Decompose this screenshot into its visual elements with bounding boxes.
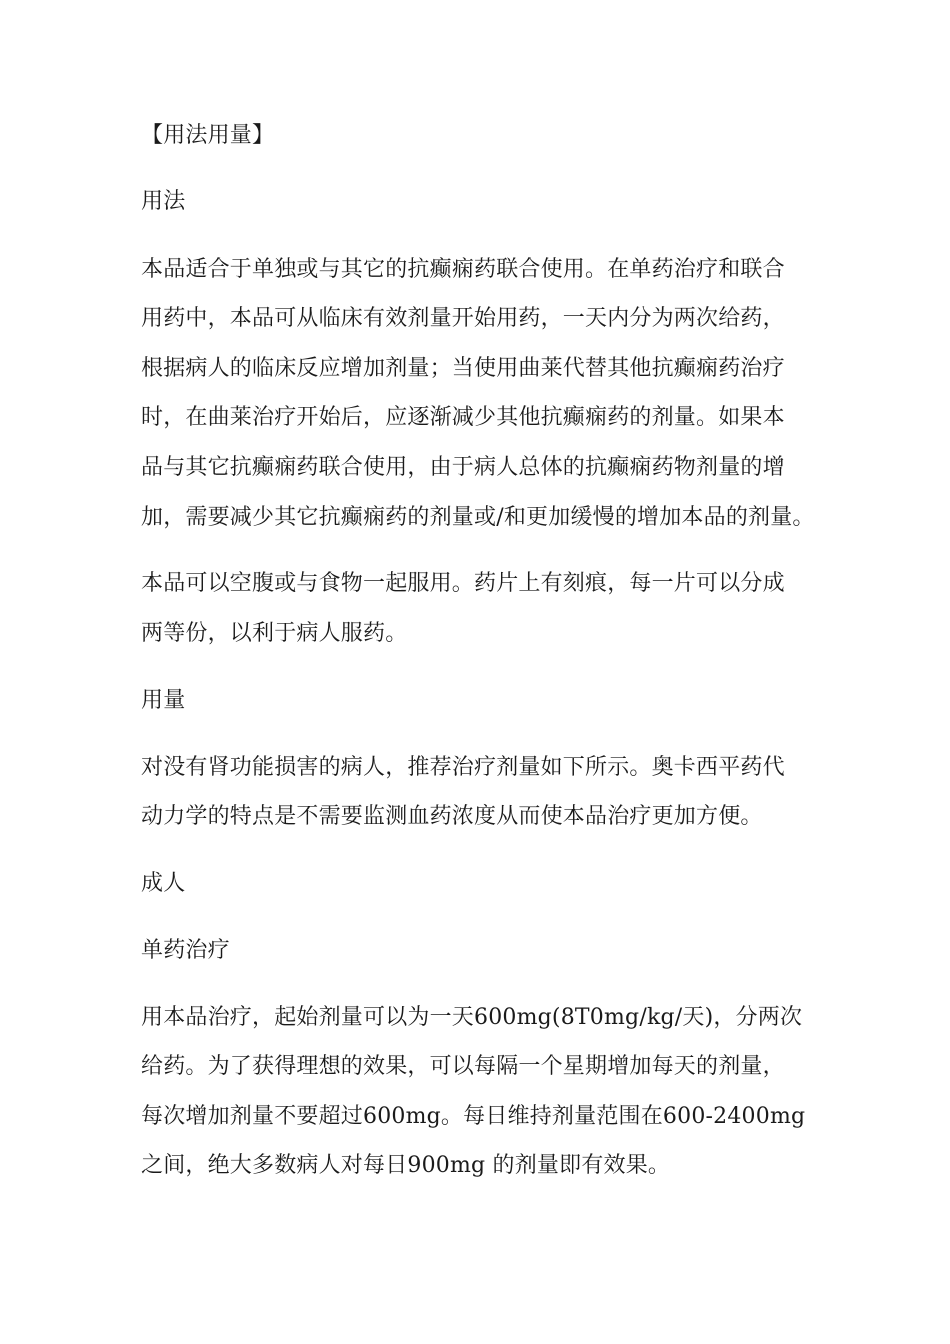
usage-paragraph-1-line: 用药中，本品可从临床有效剂量开始用药，一天内分为两次给药， — [141, 306, 785, 331]
usage-paragraph-1-line: 根据病人的临床反应增加剂量；当使用曲莱代替其他抗癫痫药治疗 — [141, 356, 785, 381]
usage-paragraph-2-line: 两等份，以利于病人服药。 — [141, 621, 408, 646]
dosage-paragraph-line: 动力学的特点是不需要监测血药浓度从而使本品治疗更加方便。 — [141, 804, 763, 829]
adult-heading: 成人 — [141, 871, 186, 896]
usage-paragraph-2-line: 本品可以空腹或与食物一起服用。药片上有刻痕，每一片可以分成 — [141, 571, 785, 596]
monotherapy-paragraph-line: 用本品治疗，起始剂量可以为一天600mg(8T0mg/kg/天)，分两次 — [141, 1005, 803, 1030]
usage-paragraph-1-line: 加，需要减少其它抗癫痫药的剂量或/和更加缓慢的增加本品的剂量。 — [141, 505, 815, 530]
section-title: 【用法用量】 — [141, 123, 275, 148]
usage-paragraph-1-line: 时，在曲莱治疗开始后，应逐渐减少其他抗癫痫药的剂量。如果本 — [141, 405, 785, 430]
usage-heading: 用法 — [141, 189, 186, 214]
usage-paragraph-1-line: 品与其它抗癫痫药联合使用，由于病人总体的抗癫痫药物剂量的增 — [141, 455, 785, 480]
dosage-heading: 用量 — [141, 688, 186, 713]
usage-paragraph-1-line: 本品适合于单独或与其它的抗癫痫药联合使用。在单药治疗和联合 — [141, 257, 785, 282]
monotherapy-paragraph-line: 每次增加剂量不要超过600mg。每日维持剂量范围在600-2400mg — [141, 1104, 806, 1129]
dosage-paragraph-line: 对没有肾功能损害的病人，推荐治疗剂量如下所示。奥卡西平药代 — [141, 755, 785, 780]
monotherapy-paragraph-line: 之间，绝大多数病人对每日900mg 的剂量即有效果。 — [141, 1153, 671, 1178]
monotherapy-paragraph-line: 给药。为了获得理想的效果，可以每隔一个星期增加每天的剂量， — [141, 1054, 785, 1079]
monotherapy-heading: 单药治疗 — [141, 938, 230, 963]
